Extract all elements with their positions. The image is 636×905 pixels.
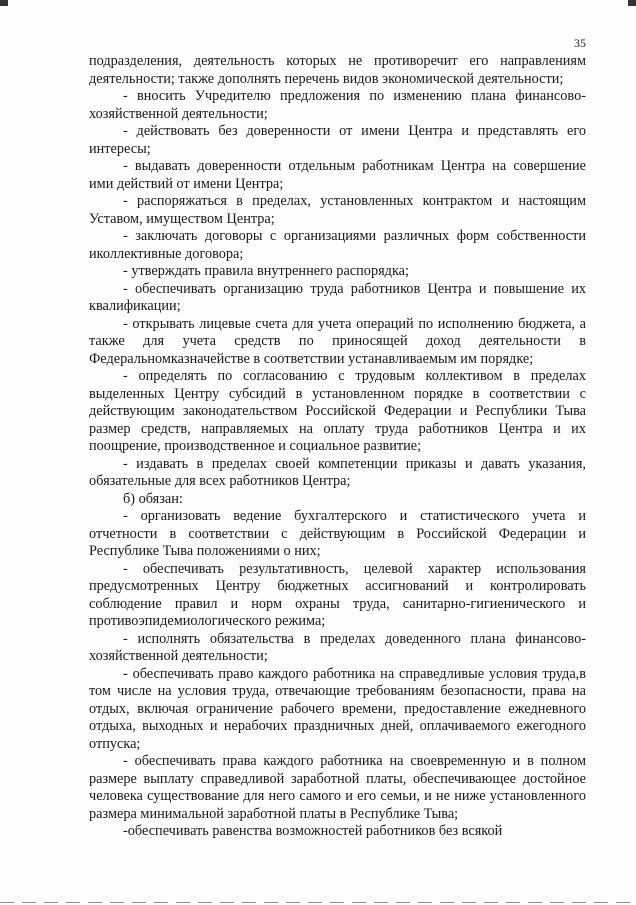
paragraph: - исполнять обязательства в пределах доведенного плана финансово-хозяйственной деятельности; — [89, 630, 586, 664]
paragraph: - определять по согласованию с трудовым коллективом в пределах выделенных Центру субсидий в установленном порядке в соответствии с действующим законодательством Российской Федерации и Республики Тыва размер средств, направляемых на оплату труда работников Центра и их поощрение, производственное и социальное развитие; — [89, 368, 586, 454]
paragraph: - выдавать доверенности отдельным работникам Центра на совершение ими действий от имени Центра; — [89, 158, 586, 192]
paragraph: - утверждать правила внутреннего распорядка; — [123, 263, 409, 279]
paragraph: - распоряжаться в пределах, установленных контрактом и настоящим Уставом, имуществом Центра; — [89, 193, 586, 227]
section-heading: б) обязан: — [123, 490, 183, 507]
paragraph: - обеспечивать права каждого работника на своевременную и в полном размере выплату справедливой заработной платы, обеспечивающее достойное человека существование для него самого и его семьи, и не ниже установленного размера минимальной заработной платы в Республике Тыва; — [89, 753, 586, 822]
paragraph: -обеспечивать равенства возможностей работников без всякой — [123, 823, 503, 839]
scan-mark-right — [628, 0, 636, 6]
document-body — [89, 53, 586, 841]
page-number: 35 — [574, 36, 586, 50]
scan-bottom-edge — [0, 902, 636, 903]
paragraph: - заключать договоры с организациями различных форм собственности иколлективные договора; — [89, 228, 586, 262]
paragraph: - обеспечивать результативность, целевой характер использования предусмотренных Центру бюджетных ассигнований и контролировать соблюдение правил и норм охраны труда, санитарно-гигиенического и противоэпидемиологического режима; — [89, 560, 586, 629]
paragraph: - открывать лицевые счета для учета операций по исполнению бюджета, а также для учета средств по приносящей доход деятельности в Федеральномказначействе в соответствии устанавливаемым им порядке; — [89, 315, 586, 367]
paragraph: - обеспечивать право каждого работника на справедливые условия труда,в том числе на условия труда, отвечающие требованиям безопасности, права на отдых, включая ограничение рабочего времени, предоставление ежедневного отдыха, выходных и нерабочих праздничных дней, оплачиваемого ежегодного отпуска; — [89, 665, 586, 752]
paragraph: - действовать без доверенности от имени Центра и представлять его интересы; — [89, 123, 586, 157]
paragraph: - издавать в пределах своей компетенции приказы и давать указания, обязательные для всех работников Центра; — [89, 455, 586, 489]
scan-mark-left — [0, 0, 8, 6]
paragraph: подразделения, деятельность которых не противоречит его направлениям деятельности; также дополнять перечень видов экономической деятельности; — [89, 53, 586, 87]
paragraph: - вносить Учредителю предложения по изменению плана финансово-хозяйственной деятельности; — [89, 88, 586, 122]
paragraph: - обеспечивать организацию труда работников Центра и повышение их квалификации; — [89, 280, 586, 314]
paragraph: - организовать ведение бухгалтерского и статистического учета и отчетности в соответствии с действующим в Российской Федерации и Республике Тыва положениями о них; — [89, 508, 586, 559]
